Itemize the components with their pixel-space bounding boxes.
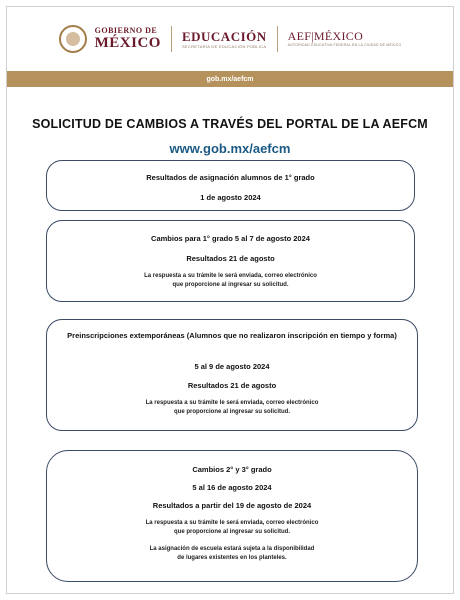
box-date: 1 de agosto 2024 <box>200 193 261 202</box>
info-box-first-grade-changes <box>46 220 415 302</box>
box-heading: Cambios para 1° grado 5 al 7 de agosto 2024 <box>151 234 310 243</box>
box-note <box>47 399 417 416</box>
box-note-line: La asignación de escuela estará sujeta a la disponibilidad <box>149 546 315 552</box>
box-heading: Cambios 2° y 3° grado <box>192 465 272 474</box>
box-results: Resultados 21 de agosto <box>186 254 275 263</box>
header-divider <box>277 26 278 52</box>
box-note-line: La respuesta a su trámite le será enviada, correo electrónico <box>145 520 319 526</box>
header <box>7 7 453 71</box>
info-box-late-preregistration <box>46 319 418 431</box>
box-results: Resultados a partir del 19 de agosto de 2024 <box>152 501 312 510</box>
document-frame <box>6 6 454 594</box>
info-box-second-third-grade-changes <box>46 450 418 582</box>
aef-small-text: AUTORIDAD EDUCATIVA FEDERAL EN LA CIUDAD DE MÉXICO <box>287 43 402 48</box>
url-bar-text[interactable]: gob.mx/aefcm <box>206 75 254 83</box>
info-box-first-grade-results <box>46 160 415 211</box>
portal-link[interactable]: www.gob.mx/aefcm <box>169 141 291 156</box>
box-note-line: La respuesta a su trámite le será enviada, correo electrónico <box>145 400 319 406</box>
url-bar <box>7 71 453 87</box>
educacion-logo <box>182 30 267 49</box>
gob-small-text: GOBIERNO DE <box>94 26 158 35</box>
box-availability-note <box>47 545 417 562</box>
edu-big-text: EDUCACIÓN <box>181 28 267 44</box>
box-heading: Preinscripciones extemporáneas (Alumnos que no realizaron inscripción en tiempo y forma) <box>67 331 397 340</box>
box-dates: 5 al 16 de agosto 2024 <box>192 483 272 492</box>
header-divider <box>171 26 172 52</box>
box-note <box>47 272 414 289</box>
box-note-line: que proporcione al ingresar su solicitud. <box>173 408 291 415</box>
box-results: Resultados 21 de agosto <box>187 381 277 390</box>
box-note-line: que proporcione al ingresar su solicitud. <box>172 281 289 288</box>
box-note <box>47 519 417 536</box>
box-heading: Resultados de asignación alumnos de 1° grado <box>146 173 315 182</box>
gobierno-logo <box>59 25 161 53</box>
box-dates: 5 al 9 de agosto 2024 <box>194 362 270 371</box>
aef-logo <box>288 30 402 48</box>
gob-big-text: MÉXICO <box>94 35 161 51</box>
aef-big-text: AEF|MÉXICO <box>287 29 364 44</box>
page-title: SOLICITUD DE CAMBIOS A TRAVÉS DEL PORTAL DE LA AEFCM <box>32 117 428 131</box>
box-note-line: La respuesta a su trámite le será enviada, correo electrónico <box>144 273 317 279</box>
edu-small-text: SECRETARÍA DE EDUCACIÓN PÚBLICA <box>181 43 267 49</box>
box-note-line: que proporcione al ingresar su solicitud. <box>173 528 291 535</box>
box-note-line: de lugares existentes en los planteles. <box>177 554 287 561</box>
seal-icon <box>59 25 87 53</box>
